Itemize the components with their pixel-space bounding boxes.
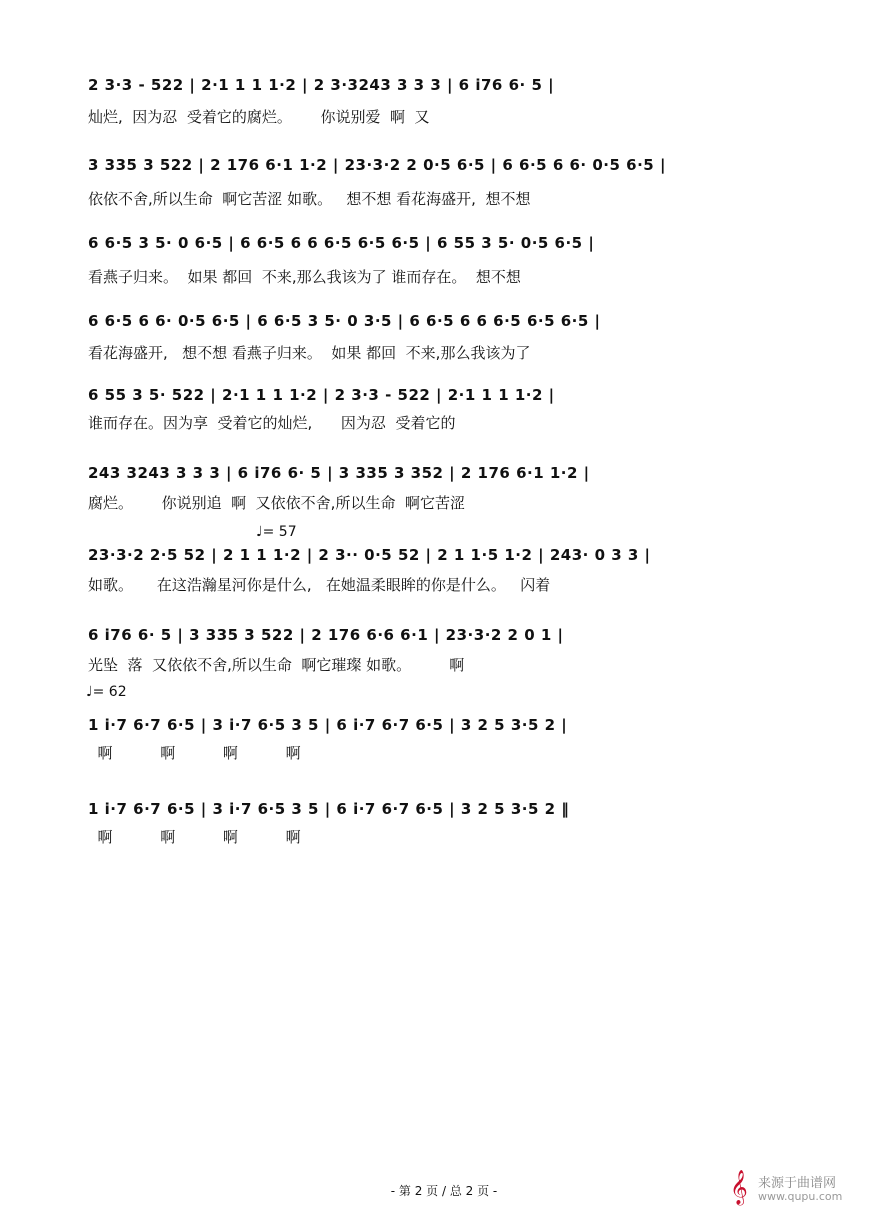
notation-line: 23·3·2 2·5 52 | 2 1 1 1·2 | 2 3·· 0·5 52 | 2 1 1·5 1·2 | 243· 0 3 3 |: [88, 546, 651, 564]
tempo-marking: ♩= 57: [256, 524, 297, 540]
page-number: - 第 2 页 / 总 2 页 -: [390, 1184, 498, 1198]
lyrics-line: 腐烂。 你说别追 啊 又依依不舍,所以生命 啊它苦涩: [88, 494, 465, 512]
lyrics-line: 看花海盛开, 想不想 看燕子归来。 如果 都回 不来,那么我该为了: [88, 344, 531, 362]
treble-clef-icon: 𝄞: [730, 1170, 748, 1205]
notation-line: 2 3·3 - 522 | 2·1 1 1 1·2 | 2 3·3243 3 3 3 | 6 i76 6· 5 |: [88, 76, 555, 94]
notation-line: 1 i·7 6·7 6·5 | 3 i·7 6·5 3 5 | 6 i·7 6·7 6·5 | 3 2 5 3·5 2 ‖: [88, 800, 570, 818]
tempo-marking: ♩= 62: [86, 684, 127, 700]
notation-line: 6 55 3 5· 522 | 2·1 1 1 1·2 | 2 3·3 - 522 | 2·1 1 1 1·2 |: [88, 386, 555, 404]
lyrics-line: 依依不舍,所以生命 啊它苦涩 如歌。 想不想 看花海盛开, 想不想: [88, 190, 531, 208]
notation-line: 6 6·5 3 5· 0 6·5 | 6 6·5 6 6 6·5 6·5 6·5 | 6 55 3 5· 0·5 6·5 |: [88, 234, 595, 252]
lyrics-line: 灿烂, 因为忍 受着它的腐烂。 你说别爱 啊 又: [88, 108, 430, 126]
lyrics-line: 啊 啊 啊 啊: [88, 744, 301, 762]
watermark: [706, 1168, 886, 1214]
lyrics-line: 如歌。 在这浩瀚星河你是什么, 在她温柔眼眸的你是什么。 闪着: [88, 576, 551, 594]
lyrics-line: 看燕子归来。 如果 都回 不来,那么我该为了 谁而存在。 想不想: [88, 268, 521, 286]
notation-line: 6 6·5 6 6· 0·5 6·5 | 6 6·5 3 5· 0 3·5 | 6 6·5 6 6 6·5 6·5 6·5 |: [88, 312, 601, 330]
notation-line: 243 3243 3 3 3 | 6 i76 6· 5 | 3 335 3 352 | 2 176 6·1 1·2 |: [88, 464, 590, 482]
notation-line: 6 i76 6· 5 | 3 335 3 522 | 2 176 6·6 6·1 | 23·3·2 2 0 1 |: [88, 626, 564, 644]
watermark-site-name: 来源于曲谱网: [758, 1176, 837, 1191]
lyrics-line: 光坠 落 又依依不舍,所以生命 啊它璀璨 如歌。 啊: [88, 656, 465, 674]
lyrics-line: 啊 啊 啊 啊: [88, 828, 301, 846]
lyrics-line: 谁而存在。因为享 受着它的灿烂, 因为忍 受着它的: [88, 414, 456, 432]
notation-line: 3 335 3 522 | 2 176 6·1 1·2 | 23·3·2 2 0·5 6·5 | 6 6·5 6 6· 0·5 6·5 |: [88, 156, 666, 174]
notation-line: 1 i·7 6·7 6·5 | 3 i·7 6·5 3 5 | 6 i·7 6·7 6·5 | 3 2 5 3·5 2 |: [88, 716, 568, 734]
watermark-url: www.qupu.com: [758, 1190, 843, 1203]
